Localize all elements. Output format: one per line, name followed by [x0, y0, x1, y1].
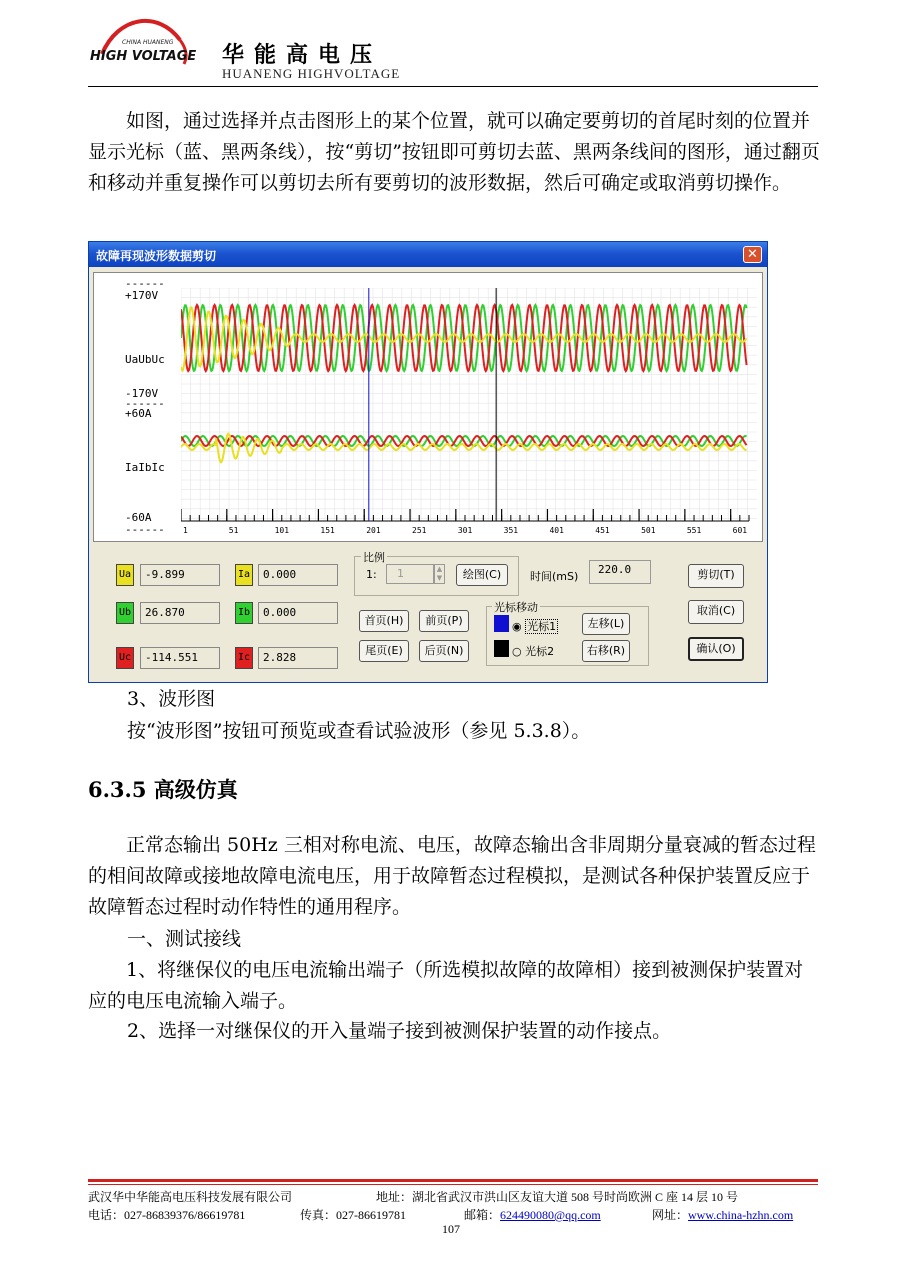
uc-swatch: Uc [116, 647, 134, 669]
waveform-chart[interactable] [181, 288, 757, 540]
dialog-title: 故障再现波形数据剪切 [96, 249, 217, 263]
header-company-en: HUANENG HIGHVOLTAGE [222, 66, 401, 81]
footer-web-link[interactable]: www.china-hzhn.com [688, 1208, 794, 1222]
draw-button[interactable]: 绘图(C) [456, 564, 508, 586]
cursor1-radio[interactable]: ◉ 光标1 [512, 620, 557, 633]
current-bottom-dash: ------ [125, 523, 165, 536]
cursor1-color [494, 615, 509, 632]
scale-group-label: 比例 [363, 551, 385, 564]
cursor1-label: 光标1 [527, 620, 557, 633]
ub-value: 26.870 [140, 602, 220, 624]
step-2: 2、选择一对继保仪的开入量端子接到被测保护装置的动作接点。 [127, 1020, 672, 1042]
voltage-channel-label: UaUbUc [125, 353, 165, 366]
cursor2-color [494, 640, 509, 657]
x-tick-label: 151 [320, 526, 335, 535]
header-company-cn: 华能高电压 [222, 43, 383, 68]
x-tick-label: 201 [366, 526, 381, 535]
footer-email-block [464, 1206, 601, 1223]
next-page-button[interactable]: 后页(N) [419, 640, 469, 662]
footer-email-label: 邮箱： [464, 1208, 501, 1222]
time-label: 时间(mS) [530, 570, 579, 583]
x-tick-label: 351 [503, 526, 519, 535]
company-logo [88, 14, 216, 76]
page-number: 107 [442, 1222, 460, 1236]
ic-value: 2.828 [258, 647, 338, 669]
ib-swatch: Ib [235, 602, 253, 624]
close-button[interactable]: ✕ [743, 246, 762, 263]
intro-paragraph: 如图，通过选择并点击图形上的某个位置，就可以确定要剪切的首尾时刻的位置并显示光标（蓝、黑两条线），按“剪切”按钮即可剪切去蓝、黑两条线间的图形，通过翻页和移动并重复操作可以剪切去所有要剪切的波形数据，然后可确定或取消剪切操作。 [88, 110, 820, 194]
cursor2-radio[interactable]: ○ 光标2 [512, 645, 555, 658]
x-tick-label: 551 [686, 526, 702, 535]
cursor2-label: 光标2 [525, 645, 555, 658]
section-heading [88, 774, 238, 804]
step-1: 1、将继保仪的电压电流输出端子（所选模拟故障的故障相）接到被测保护装置对应的电压电流输入端子。 [88, 959, 804, 1012]
x-tick-label: 1 [183, 526, 188, 535]
x-tick-label: 301 [457, 526, 473, 535]
footer-web-label: 网址： [652, 1208, 689, 1222]
scale-prefix: 1: [366, 568, 377, 581]
first-page-button[interactable]: 首页(H) [359, 610, 409, 632]
ok-button[interactable]: 确认(O) [688, 637, 744, 661]
x-tick-label: 251 [412, 526, 427, 535]
footer-fax: 传真：027-86619781 [300, 1208, 406, 1222]
footer-email-link[interactable]: 624490080@qq.com [500, 1208, 601, 1222]
ua-swatch: Ua [116, 564, 134, 586]
move-right-button[interactable]: 右移(R) [582, 640, 630, 662]
x-tick-label: 101 [274, 526, 290, 535]
test-wiring-heading: 一、测试接线 [127, 928, 242, 950]
footer-web-block [652, 1206, 793, 1223]
current-min-label: -60A [125, 511, 152, 524]
scale-input[interactable]: 1 [386, 564, 434, 584]
current-channel-label: IaIbIc [125, 461, 165, 474]
move-left-button[interactable]: 左移(L) [582, 613, 630, 635]
cut-button[interactable]: 剪切(T) [688, 564, 744, 588]
waveform-plot-area[interactable] [93, 272, 763, 542]
cancel-button[interactable]: 取消(C) [688, 600, 744, 624]
x-tick-label: 601 [732, 526, 748, 535]
logo-small-text: CHINA HUANENG [122, 39, 174, 46]
x-tick-label: 501 [641, 526, 656, 535]
x-tick-label: 451 [595, 526, 610, 535]
footer-rule-thin [88, 1184, 818, 1185]
prev-page-button[interactable]: 前页(P) [419, 610, 469, 632]
footer-company: 武汉华中华能高电压科技发展有限公司 [88, 1190, 293, 1204]
voltage-top-dash: ------ [125, 277, 165, 290]
scale-spinner[interactable]: ▲ ▼ [434, 564, 445, 584]
ua-value: -9.899 [140, 564, 220, 586]
current-dash: ------ [125, 397, 165, 410]
x-tick-label: 401 [549, 526, 564, 535]
item3-heading: 3、波形图 [127, 688, 216, 710]
last-page-button[interactable]: 尾页(E) [359, 640, 409, 662]
voltage-max-label: +170V [125, 289, 159, 302]
footer-address: 地址：湖北省武汉市洪山区友谊大道 508 号时尚欧洲 C 座 14 层 10 号 [376, 1190, 739, 1204]
time-value: 220.0 [589, 560, 651, 584]
footer-rule-thick [88, 1179, 818, 1182]
logo-big-text: HIGH VOLTAGE [90, 49, 197, 64]
voltage-min-label: -170V [125, 387, 159, 400]
section-title: 高级仿真 [153, 777, 238, 802]
header-rule [88, 86, 818, 87]
ia-swatch: Ia [235, 564, 253, 586]
cursor-group-label: 光标移动 [494, 601, 538, 614]
x-tick-label: 51 [228, 526, 239, 535]
ib-value: 0.000 [258, 602, 338, 624]
current-max-label: +60A [125, 407, 152, 420]
uc-value: -114.551 [140, 647, 220, 669]
ic-swatch: Ic [235, 647, 253, 669]
footer-phone: 电话：027-86839376/86619781 [88, 1208, 246, 1222]
ub-swatch: Ub [116, 602, 134, 624]
waveform-cut-dialog [88, 241, 768, 683]
section-number: 6.3.5 [88, 777, 147, 802]
section-paragraph: 正常态输出 50Hz 三相对称电流、电压，故障态输出含非周期分量衰减的暂态过程的相间故障或接地故障电流电压，用于故障暂态过程模拟，是测试各种保护装置反应于故障暂态过程时动作特性的通用程序。 [88, 834, 816, 918]
ia-value: 0.000 [258, 564, 338, 586]
item3-description: 按“波形图”按钮可预览或查看试验波形（参见 5.3.8）。 [127, 720, 591, 742]
